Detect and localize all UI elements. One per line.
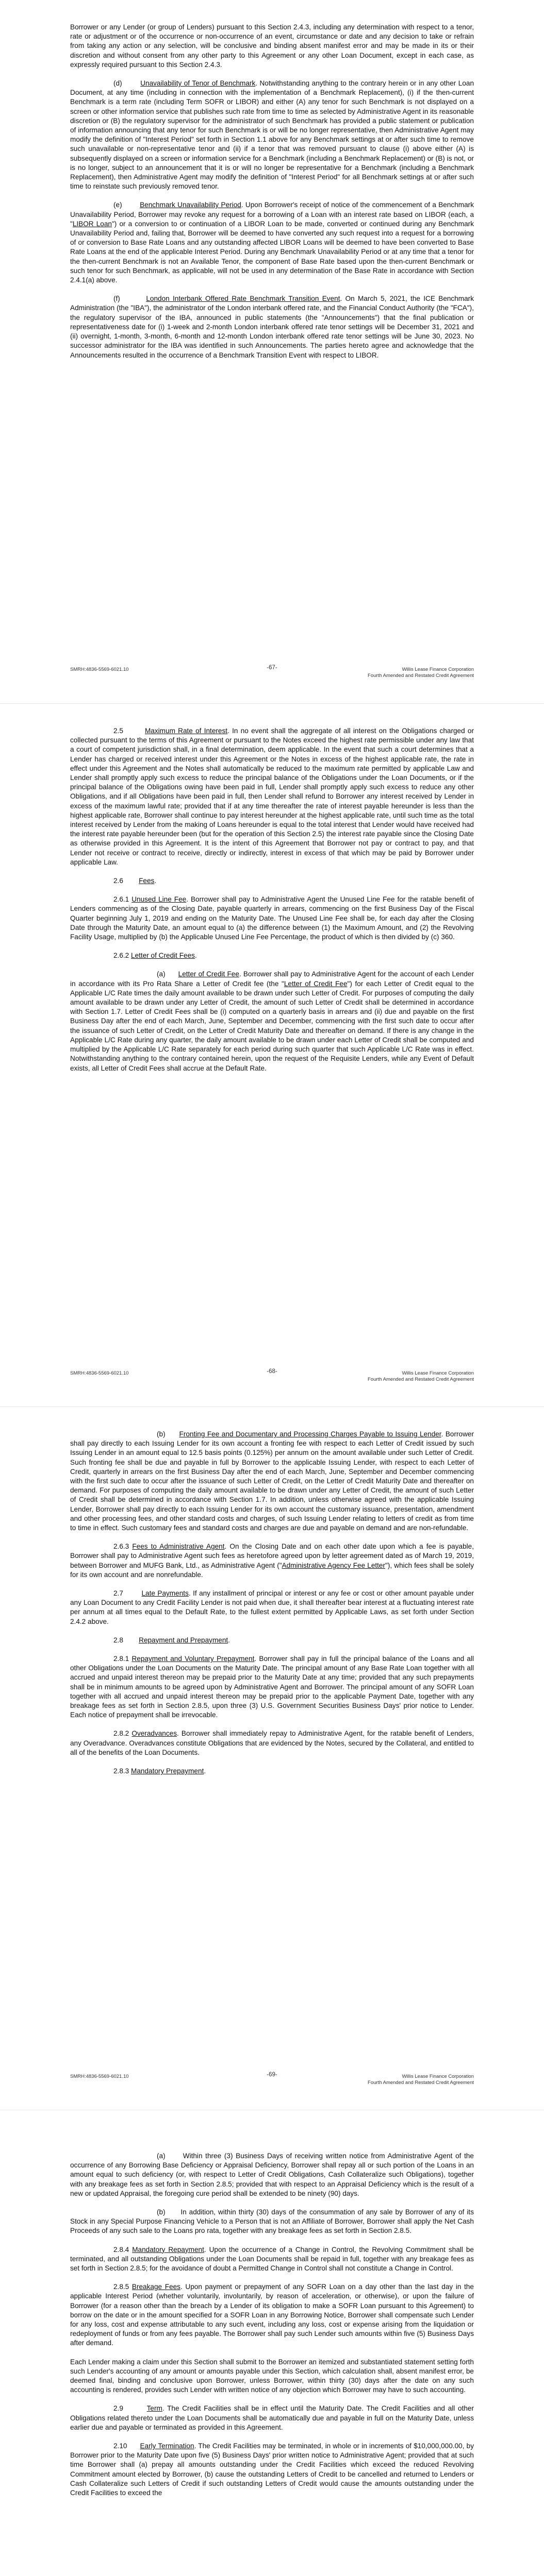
section-title: Overadvances bbox=[131, 1730, 177, 1738]
section-2-8-3-a bbox=[70, 2151, 474, 2198]
section-2-10 bbox=[70, 2442, 474, 2498]
page-footer bbox=[70, 1368, 474, 1389]
section-2-8-1 bbox=[70, 1654, 474, 1720]
document-id: SMRH:4836-5569-6021.10 bbox=[70, 1370, 129, 1376]
document-id: SMRH:4836-5569-6021.10 bbox=[70, 2074, 129, 2079]
clause-title: Letter of Credit Fee bbox=[178, 970, 239, 978]
section-number: 2.8.5 bbox=[113, 2283, 129, 2291]
section-text: . Borrower shall pay to Administrative Agent the Unused Line Fee for the ratable benefit of Lenders commencing as of the Closing Date, payable quarterly in arrears, commencing on the first Business Day of the Fiscal Quarter beginning July 1, 2019 and ending on the Maturity Date. The Unused Line Fee shall be, for each day after the Closing Date through the Maturity Date, an amount equal to (a) the difference between (1) the Maximum Amount, and (2) the Revolving Facility Usage, multiplied by (b) the Applicable Unused Line Fee Percentage, the product of which is then divided by (c) 360. bbox=[70, 895, 474, 941]
section-text: "), which fees shall be solely for its own account and are nonrefundable. bbox=[70, 1561, 474, 1579]
page-number: -67- bbox=[267, 665, 277, 671]
agreement-name: Fourth Amended and Restated Credit Agreement bbox=[368, 673, 474, 679]
section-2-6-2-a bbox=[70, 970, 474, 1073]
section-title: Repayment and Prepayment bbox=[139, 1636, 228, 1644]
clause-label: (a) bbox=[157, 970, 166, 978]
section-2-6-2-b bbox=[70, 1430, 474, 1533]
clause-label: (f) bbox=[113, 295, 120, 303]
corporate-name: Willis Lease Finance Corporation bbox=[402, 2074, 474, 2079]
page-67 bbox=[0, 0, 544, 703]
paragraph-2-4-3-e bbox=[70, 200, 474, 285]
clause-label: (e) bbox=[113, 201, 122, 209]
section-2-8-3-heading: 2.8.3 Mandatory Prepayment. bbox=[113, 1767, 206, 1775]
section-title: Fees bbox=[139, 877, 155, 885]
section-number: 2.6.2 bbox=[113, 952, 129, 960]
corporate-footer bbox=[368, 2074, 474, 2086]
paragraph-2-4-3-continued: Borrower or any Lender (or group of Lenders) pursuant to this Section 2.4.3, including any determination with respect to a tenor, rate or adjustment or of the occurrence or non-occurrence of an event, circumstance or date and any decision to take or refrain from taking any action or any selection, will be conclusive and binding absent manifest error and may be made in its or their discretion and without consent from any other party to this Agreement or any other Loan Document, except in each case, as expressly required pursuant to this Section 2.4.3. bbox=[70, 23, 474, 69]
section-number: 2.8.4 bbox=[113, 2245, 129, 2253]
page-footer bbox=[70, 665, 474, 685]
section-number: 2.6.1 bbox=[113, 895, 129, 904]
clause-text: ") for each Letter of Credit equal to the Applicable L/C Rate times the daily amount available to be drawn under such Letter of Credit. For purposes of computing the daily amount available to be drawn under any Letter of Credit, the amount of such Letter of Credit shall be determined in accordance with Section 1.7. Letter of Credit Fees shall be (i) computed on a quarterly basis in arrears and (ii) due and payable on the first Business Day after the end of each March, June, September and December, commencing with the first such date to occur after the issuance of such Letter of Credit, on the Letter of Credit Maturity Date and thereafter on demand. If there is any change in the Applicable L/C Rate during any quarter, the daily amount available to be drawn under each Letter of Credit shall be computed and multiplied by the Applicable L/C Rate separately for each period during such quarter that such Applicable L/C Rate was in effect. Notwithstanding anything to the contrary contained herein, upon the request of the Requisite Lenders, while any Event of Default exists, all Letter of Credit Fees shall accrue at the Default Rate. bbox=[70, 979, 474, 1072]
paragraph-2-4-3-f bbox=[70, 294, 474, 360]
section-title: Term bbox=[146, 2404, 162, 2413]
section-number: 2.8 bbox=[113, 1636, 123, 1644]
section-2-6-heading: 2.6 Fees. bbox=[113, 877, 157, 885]
section-2-8-heading: 2.8 Repayment and Prepayment. bbox=[113, 1636, 230, 1644]
section-number: 2.5 bbox=[113, 727, 123, 735]
page-number: -68- bbox=[267, 1368, 277, 1375]
clause-label: (b) bbox=[157, 2208, 166, 2216]
page-70 bbox=[0, 2110, 544, 2576]
section-title: Mandatory Repayment bbox=[132, 2245, 204, 2253]
agreement-name: Fourth Amended and Restated Credit Agreement bbox=[368, 1377, 474, 1382]
section-title: Fees to Administrative Agent bbox=[132, 1543, 225, 1551]
section-2-8-3-b bbox=[70, 2208, 474, 2236]
section-number: 2.8.3 bbox=[113, 1767, 129, 1775]
breakage-claim-paragraph: Each Lender making a claim under this Section shall submit to the Borrower an itemized and substantiated statement setting forth such Lender's accounting of any amount or amounts payable under this Section, which calculation shall, absent manifest error, be deemed final, binding and conclusive upon Borrower, unless Borrower, within thirty (30) days after the date on any such accounting is rendered, provides such Lender with written notice of any objection which Borrower may have to such accounting. bbox=[70, 2358, 474, 2394]
section-2-8-2 bbox=[70, 1729, 474, 1757]
section-title: Maximum Rate of Interest bbox=[144, 727, 228, 735]
section-2-6-3 bbox=[70, 1542, 474, 1580]
section-2-5 bbox=[70, 726, 474, 867]
clause-text: . On March 5, 2021, the ICE Benchmark Administration (the "IBA"), the administrator of the London interbank offered rate, and the Financial Conduct Authority (the "FCA"), the regulatory supervisor of the IBA, announced in public statements (the "Announcements") that the final publication or representativeness date for (i) 1-week and 2-month London interbank offered rate tenor settings will be December 31, 2021 and (ii) overnight, 1-month, 3-month, 6-month and 12-month London interbank offered rate tenor settings will be June 30, 2023. No successor administrator for the IBA was identified in such Announcements. The parties hereto agree and acknowledge that the Announcements resulted in the occurrence of a Benchmark Transition Event with respect to LIBOR. bbox=[70, 295, 474, 359]
top-spacer bbox=[70, 2133, 474, 2151]
corporate-footer bbox=[368, 1370, 474, 1383]
section-text: . Upon payment or prepayment of any SOFR Loan on a day other than the last day in the applicable Interest Period (whether voluntarily, involuntarily, by reason of acceleration, or otherwise), or upon the failure of Borrower (for a reason other than the breach by a Lender of its obligation to make a SOFR Loan pursuant to this Agreement) to borrow on the date or in the amount specified for a SOFR Loan in any Borrowing Notice, Borrower shall compensate such Lender for any loss, cost and expense attributable to any such event, including any loss, cost or expense arising from the liquidation or redeployment of funds or from any fees payable. The Borrower shall pay such Lender such amounts within five (5) Business Days after demand. bbox=[70, 2283, 474, 2347]
page-69 bbox=[0, 1406, 544, 2110]
section-title: Early Termination bbox=[140, 2442, 194, 2450]
section-text: . Upon the occurrence of a Change in Control, the Revolving Commitment shall be terminated, and all outstanding Obligations under the Loan Documents shall be repaid in full, together with any breakage fees as set forth in Section 2.8.5; for the avoidance of doubt a Permitted Change in Control shall not constitute a Change in Control. bbox=[70, 2245, 474, 2273]
section-2-9 bbox=[70, 2404, 474, 2432]
page-footer bbox=[70, 2072, 474, 2092]
corporate-name: Willis Lease Finance Corporation bbox=[402, 667, 474, 672]
clause-label: (b) bbox=[157, 1430, 166, 1438]
section-title: Breakage Fees bbox=[131, 2283, 180, 2291]
clause-text: In addition, within thirty (30) days of the consummation of any sale by Borrower of any of its Stock in any Special Purpose Financing Vehicle to a Person that is not an Affiliate of Borrower, Borrower shall apply the Net Cash Proceeds of any such sale to the Loans pro rata, together with any breakage fees as set forth in Section 2.8.5. bbox=[70, 2208, 474, 2235]
section-number: 2.6 bbox=[113, 877, 123, 885]
clause-title: Benchmark Unavailability Period bbox=[140, 201, 241, 209]
clause-text: Within three (3) Business Days of receiving written notice from Administrative Agent of the occurrence of any Borrowing Base Deficiency or Appraisal Deficiency, Borrower shall repay all or such portion of the Loans in an amount equal to such deficiency (or, with respect to Letter of Credit Obligations, Cash Collateralize such Obligations), together with any breakage fees as set forth in Section 2.8.5; provided that with respect to an Appraisal Deficiency which is the result of a new or updated Appraisal, the foregoing cure period shall be extended to be ninety (90) days. bbox=[70, 2152, 474, 2197]
section-title: Mandatory Prepayment bbox=[131, 1767, 204, 1775]
section-number: 2.6.3 bbox=[113, 1543, 129, 1551]
clause-title: Unavailability of Tenor of Benchmark bbox=[140, 79, 256, 88]
clause-text: ") or a conversion to or continuation of a LIBOR Loan to be made, converted or continued during any Benchmark Unavailability Period and, failing that, Borrower will be deemed to have converted any such request into a request for a borrowing of or conversion to Base Rate Loans and any outstanding affected LIBOR Loans will be deemed to have been converted to Base Rate Loans at the end of the applicable Interest Period. During any Benchmark Unavailability Period or at any time that a tenor for the then-current Benchmark is not an Available Tenor, the component of Base Rate based upon the then-current Benchmark or such tenor for such Benchmark, as applicable, will not be used in any determination of the Base Rate in accordance with Section 2.4.1(a) above. bbox=[70, 219, 474, 284]
clause-title: London Interbank Offered Rate Benchmark Transition Event bbox=[146, 295, 340, 303]
corporate-name: Willis Lease Finance Corporation bbox=[402, 1370, 474, 1376]
section-2-8-4 bbox=[70, 2245, 474, 2274]
page-68 bbox=[0, 703, 544, 1406]
section-number: 2.8.1 bbox=[113, 1655, 129, 1663]
section-text: . The Credit Facilities may be terminated, in whole or in increments of $10,000,000.00, by Borrower prior to the Maturity Date upon five (5) Business Days' prior written notice to Administrative Agent; provided that at such time Borrower shall (a) prepay all amounts outstanding under the Credit Facilities which exceed the reduced Revolving Commitment amount elected by Borrower, (b) cause the outstanding Letters of Credit to be cancelled and returned to Lenders or Cash Collateralize such Letters of Credit if such outstanding Letters of Credit would cause the amounts outstanding under the Credit Facilities to exceed the bbox=[70, 2442, 474, 2497]
clause-text: . Borrower shall pay to Administrative Agent for the account of each Lender in accordance with its Pro Rata Share a Letter of Credit fee (the " bbox=[70, 970, 474, 988]
page-number: -69- bbox=[267, 2072, 277, 2078]
section-2-7 bbox=[70, 1589, 474, 1626]
clause-title: Fronting Fee and Documentary and Processing Charges Payable to Issuing Lender bbox=[179, 1430, 441, 1438]
section-2-8-5 bbox=[70, 2282, 474, 2348]
section-text: . In no event shall the aggregate of all interest on the Obligations charged or collected pursuant to the terms of this Agreement or pursuant to the Notes exceed the highest rate permissible under any law that a court of competent jurisdiction shall, in a final determination, deem applicable. In the event that such a court determines that a Lender has charged or received interest under this Agreement or the Notes in excess of the highest applicable rate, the rate in effect under this Agreement and the Notes shall automatically be reduced to the maximum rate permitted by applicable Law and Lender shall promptly apply such excess to reduce the principal balance of the Obligations under the Loan Documents, or if the principal balance of the Obligations owing have been paid in full, Lender shall promptly apply such excess to reduce any other Obligations, and if all Obligations have been paid in full, then Lender shall refund to Borrower any interest received by Lender in excess of the maximum lawful rate; provided that if at any time thereafter the rate of interest payable hereunder is less than the highest applicable rate, Borrower shall continue to pay interest hereunder at the highest applicable rate, until such time as the total interest received by Lender from the making of Loans hereunder is equal to the total interest that Lender would have received had the interest rate payable hereunder been (but for the operation of this Section 2.5) the interest rate payable since the Closing Date as otherwise provided in this Agreement. It is the intent of this Agreement that Borrower not pay or contract to pay, and that Lender not receive or contract to receive, directly or indirectly, interest in excess of that which may be paid by Borrower under applicable Law. bbox=[70, 727, 474, 866]
section-text: . The Credit Facilities shall be in effect until the Maturity Date. The Credit Facilities and all other Obligations related thereto under the Loan Documents shall be automatically due and payable in full on the Maturity Date, unless earlier due and payable or terminated as provided in this Agreement. bbox=[70, 2404, 474, 2431]
clause-label: (a) bbox=[157, 2152, 166, 2160]
agreement-name: Fourth Amended and Restated Credit Agreement bbox=[368, 2080, 474, 2086]
clause-text: . Upon Borrower's receipt of notice of the commencement of a Benchmark Unavailability Period, Borrower may revoke any request for a borrowing of a Loan with an interest rate based on LIBOR (each, a " bbox=[70, 201, 474, 228]
corporate-footer bbox=[368, 667, 474, 679]
section-text: . Borrower shall pay in full the principal balance of the Loans and all other Obligations under the Loan Documents on the Maturity Date. The principal amount of any Base Rate Loan together with all accrued and unpaid interest thereon may be prepaid prior to the Maturity Date at any time; provided that any such prepayments shall be in minimum amounts to be agreed upon by Administrative Agent and Borrower. The principal amount of any SOFR Loan together with all accrued and unpaid interest thereon may be prepaid prior to the applicable Payment Date, together with any breakage fees as set forth in Section 2.8.5, upon three (3) U.S. Government Securities Business Days' prior notice to Lender. Each notice of prepayment shall be irrevocable. bbox=[70, 1655, 474, 1719]
section-number: 2.10 bbox=[113, 2442, 127, 2450]
section-text: . Borrower shall immediately repay to Administrative Agent, for the ratable benefit of Lenders, any Overadvance. Overadvances constitute Obligations that are evidenced by the Notes, secured by the Collateral, and entitled to all of the benefits of the Loan Documents. bbox=[70, 1730, 474, 1756]
defined-term: Letter of Credit Fee bbox=[284, 979, 348, 988]
section-number: 2.8.2 bbox=[113, 1730, 129, 1738]
defined-term: Administrative Agency Fee Letter bbox=[282, 1561, 386, 1569]
section-2-6-2-heading: 2.6.2 Letter of Credit Fees. bbox=[113, 952, 197, 960]
section-title: Letter of Credit Fees bbox=[131, 952, 195, 960]
section-title: Unused Line Fee bbox=[131, 895, 187, 904]
paragraph-2-4-3-d bbox=[70, 79, 474, 191]
section-title: Repayment and Voluntary Prepayment bbox=[131, 1655, 255, 1663]
section-number: 2.7 bbox=[113, 1589, 123, 1598]
clause-text: . Notwithstanding anything to the contrary herein or in any other Loan Document, at any time (including in connection with the implementation of a Benchmark Replacement), (i) if the then-current Benchmark is a term rate (including Term SOFR or LIBOR) and either (A) any tenor for such Benchmark is not displayed on a screen or other information service that publishes such rate from time to time as selected by Administrative Agent in its reasonable discretion or (B) the regulatory supervisor for the administrator of such Benchmark has provided a public statement or publication of information announcing that any tenor for such Benchmark is or will be no longer representative, then Administrative Agent may modify the definition of "Interest Period" set forth in Section 1.1 above for any Benchmark settings at or after such time to remove such unavailable or non-representative tenor and (ii) if a tenor that was removed pursuant to clause (i) above either (A) is subsequently displayed on a screen or information service for a Benchmark (including a Benchmark Replacement) or (B) is not, or is no longer, subject to an announcement that it is or will no longer be representative for a Benchmark (including a Benchmark Replacement), then Administrative Agent may modify the definition of "Interest Period" for all Benchmark settings at or after such time to reinstate such previously removed tenor. bbox=[70, 79, 474, 191]
clause-label: (d) bbox=[113, 79, 122, 88]
clause-text: . Borrower shall pay directly to each Issuing Lender for its own account a fronting fee with respect to each Letter of Credit issued by such Issuing Lender in an amount equal to 12.5 basis points (0.125%) per annum on the amount available under such Letter of Credit. Such fronting fee shall be due and payable in full by Borrower to the applicable Issuing Lender, with respect to each Letter of Credit, quarterly in arrears on the first Business Day after the end of each March, June, September and December commencing with the first such date to occur after the issuance of such Letter of Credit, on the Letter of Credit Maturity Date and thereafter on demand. For purposes of computing the daily amount available to be drawn under any Letter of Credit, the amount of such Letter of Credit shall be determined in accordance with Section 1.7. In addition, unless otherwise agreed with the applicable Issuing Lender, Borrower shall pay directly to each Issuing Lender for its own account the customary issuance, presentation, amendment and other processing fees, and other standard costs and charges, of such Issuing Lender relating to letters of credit as from time to time in effect. Such customary fees and standard costs and charges are due and payable on demand and are non-refundable. bbox=[70, 1430, 474, 1532]
defined-term: LIBOR Loan bbox=[72, 219, 112, 228]
section-title: Late Payments bbox=[141, 1589, 189, 1598]
document-id: SMRH:4836-5569-6021.10 bbox=[70, 667, 129, 672]
section-text: . On the Closing Date and on each other date upon which a fee is payable, Borrower shall pay to Administrative Agent such fees as heretofore agreed upon by letter agreement dated as of March 19, 2019, between Borrower and MUFG Bank, Ltd., as Administrative Agent (" bbox=[70, 1543, 474, 1569]
section-2-6-1 bbox=[70, 895, 474, 942]
section-number: 2.9 bbox=[113, 2404, 123, 2413]
section-text: . If any installment of principal or interest or any fee or cost or other amount payable under any Loan Document to any Credit Facility Lender is not paid when due, it shall thereafter bear interest at a fluctuating interest rate per annum at all times equal to the Default Rate, to the fullest extent permitted by Applicable Laws, as set forth under Section 2.4.2 above. bbox=[70, 1589, 474, 1625]
